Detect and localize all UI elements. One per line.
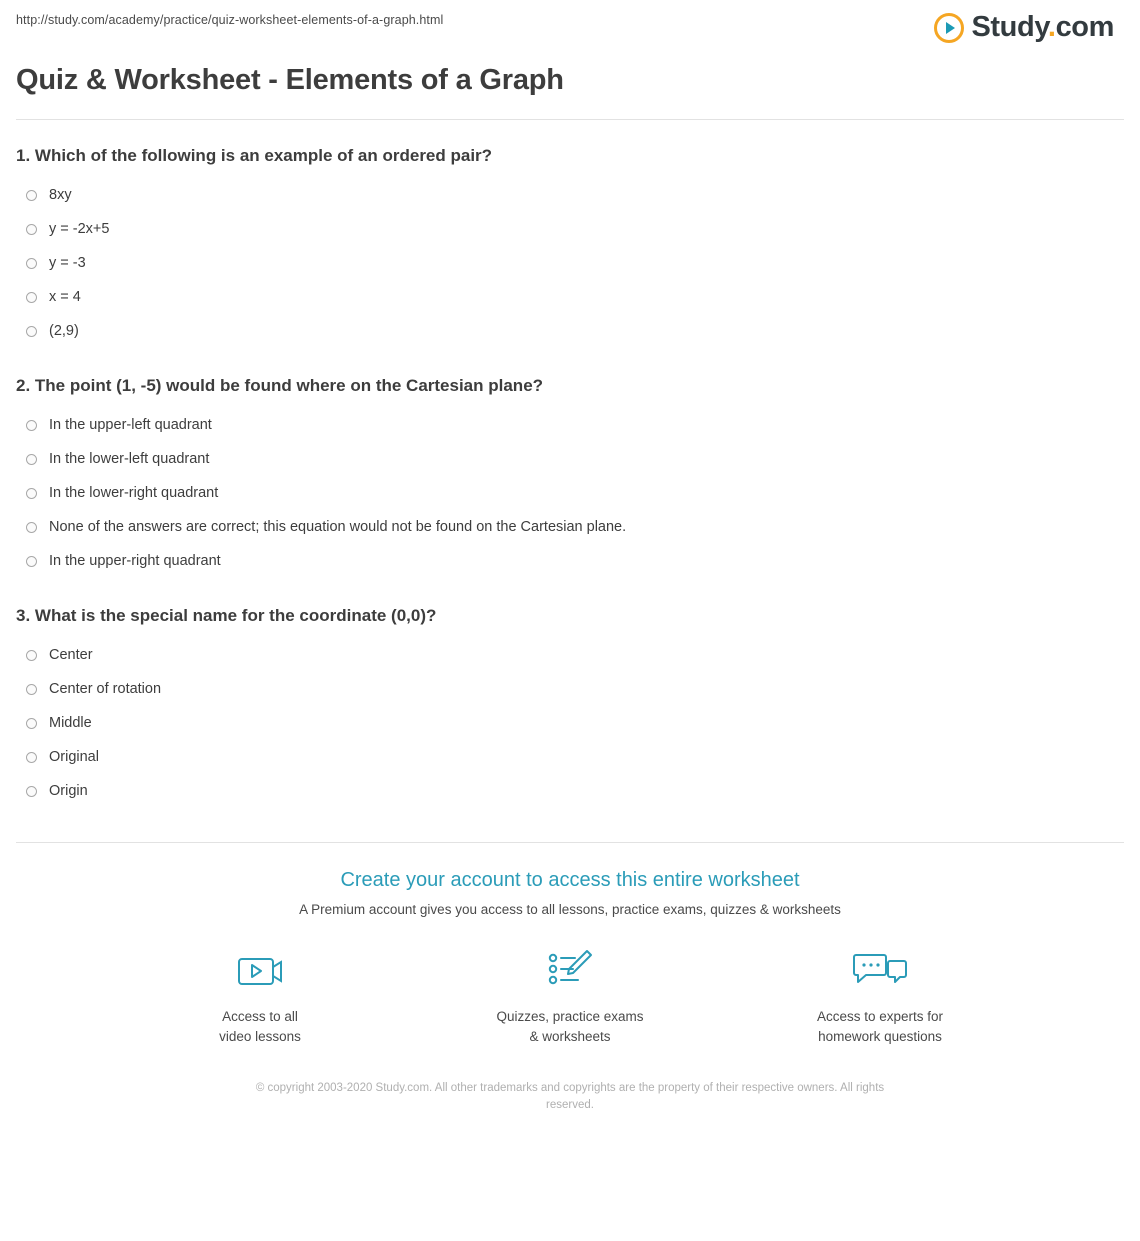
answer-label: In the lower-left quadrant [49, 451, 210, 467]
answer-label: Origin [49, 783, 88, 799]
feature-label-line2: & worksheets [529, 1028, 611, 1044]
answer-list [16, 408, 1124, 578]
video-play-icon [170, 945, 350, 997]
title-divider [16, 119, 1124, 120]
answer-label: 8xy [49, 187, 72, 203]
radio-button-icon[interactable] [26, 454, 37, 465]
cta-title[interactable]: Create your account to access this entire worksheet [340, 869, 800, 891]
answer-option[interactable] [16, 442, 1124, 476]
feature-label [170, 1007, 350, 1046]
feature-item [480, 945, 660, 1046]
radio-button-icon[interactable] [26, 258, 37, 269]
radio-button-icon[interactable] [26, 224, 37, 235]
cta-subtitle: A Premium account gives you access to all lessons, practice exams, quizzes & worksheets [299, 902, 841, 917]
answer-option[interactable] [16, 672, 1124, 706]
answer-label: Center [49, 647, 93, 663]
radio-button-icon[interactable] [26, 684, 37, 695]
answer-option[interactable] [16, 212, 1124, 246]
answer-option[interactable] [16, 774, 1124, 808]
quiz-checklist-icon [480, 945, 660, 997]
radio-button-icon[interactable] [26, 718, 37, 729]
logo-dot: . [1047, 11, 1056, 43]
feature-label-line1: Access to experts for [816, 1009, 944, 1024]
feature-label [480, 1007, 660, 1046]
radio-button-icon[interactable] [26, 420, 37, 431]
page-url: http://study.com/academy/practice/quiz-worksheet-elements-of-a-graph.html [16, 13, 444, 27]
answer-list [16, 638, 1124, 808]
answer-label: x = 4 [49, 289, 81, 305]
radio-button-icon[interactable] [26, 190, 37, 201]
feature-label-line1: Access to all [222, 1009, 298, 1024]
logo-name: Study [971, 11, 1048, 43]
question-text: 2. The point (1, -5) would be found where on the Cartesian plane? [16, 376, 544, 395]
answer-option[interactable] [16, 280, 1124, 314]
answer-option[interactable] [16, 314, 1124, 348]
copyright-text: © copyright 2003-2020 Study.com. All other trademarks and copyrights are the property of their respective owners. All rights reserved. [255, 1082, 885, 1112]
question-block [16, 376, 1124, 578]
feature-item [790, 945, 970, 1046]
answer-option[interactable] [16, 638, 1124, 672]
answer-label: In the upper-right quadrant [49, 553, 221, 569]
radio-button-icon[interactable] [26, 650, 37, 661]
feature-item [170, 945, 350, 1046]
question-block [16, 606, 1124, 808]
question-text: 1. Which of the following is an example of an ordered pair? [16, 146, 493, 165]
logo-text [971, 11, 1114, 44]
study-com-logo [934, 11, 1124, 44]
answer-option[interactable] [16, 476, 1124, 510]
answer-option[interactable] [16, 408, 1124, 442]
answer-label: Middle [49, 715, 92, 731]
question-text: 3. What is the special name for the coordinate (0,0)? [16, 606, 437, 625]
answer-label: None of the answers are correct; this equation would not be found on the Cartesian plane. [49, 519, 627, 535]
answer-option[interactable] [16, 706, 1124, 740]
answer-option[interactable] [16, 246, 1124, 280]
answer-label: In the lower-right quadrant [49, 485, 219, 501]
feature-label-line2: video lessons [219, 1028, 301, 1044]
radio-button-icon[interactable] [26, 292, 37, 303]
play-circle-icon [934, 13, 964, 43]
answer-label: In the upper-left quadrant [49, 417, 212, 433]
answer-label: Original [49, 749, 99, 765]
answer-label: (2,9) [49, 323, 79, 339]
feature-label-line2: homework questions [818, 1028, 942, 1044]
page-title: Quiz & Worksheet - Elements of a Graph [16, 64, 564, 96]
create-account-cta [16, 843, 1124, 1115]
question-block [16, 146, 1124, 348]
logo-suffix: com [1055, 11, 1114, 43]
radio-button-icon[interactable] [26, 556, 37, 567]
feature-label [790, 1007, 970, 1046]
answer-option[interactable] [16, 544, 1124, 578]
chat-bubbles-icon [790, 945, 970, 997]
answer-option[interactable] [16, 510, 1124, 544]
answer-label: y = -3 [49, 255, 86, 271]
radio-button-icon[interactable] [26, 786, 37, 797]
radio-button-icon[interactable] [26, 522, 37, 533]
feature-list [16, 945, 1124, 1046]
top-bar [16, 0, 1124, 52]
answer-label: Center of rotation [49, 681, 162, 697]
answer-label: y = -2x+5 [49, 221, 110, 237]
answer-option[interactable] [16, 178, 1124, 212]
answer-list [16, 178, 1124, 348]
feature-label-line1: Quizzes, practice exams [496, 1009, 644, 1024]
radio-button-icon[interactable] [26, 488, 37, 499]
answer-option[interactable] [16, 740, 1124, 774]
radio-button-icon[interactable] [26, 326, 37, 337]
radio-button-icon[interactable] [26, 752, 37, 763]
